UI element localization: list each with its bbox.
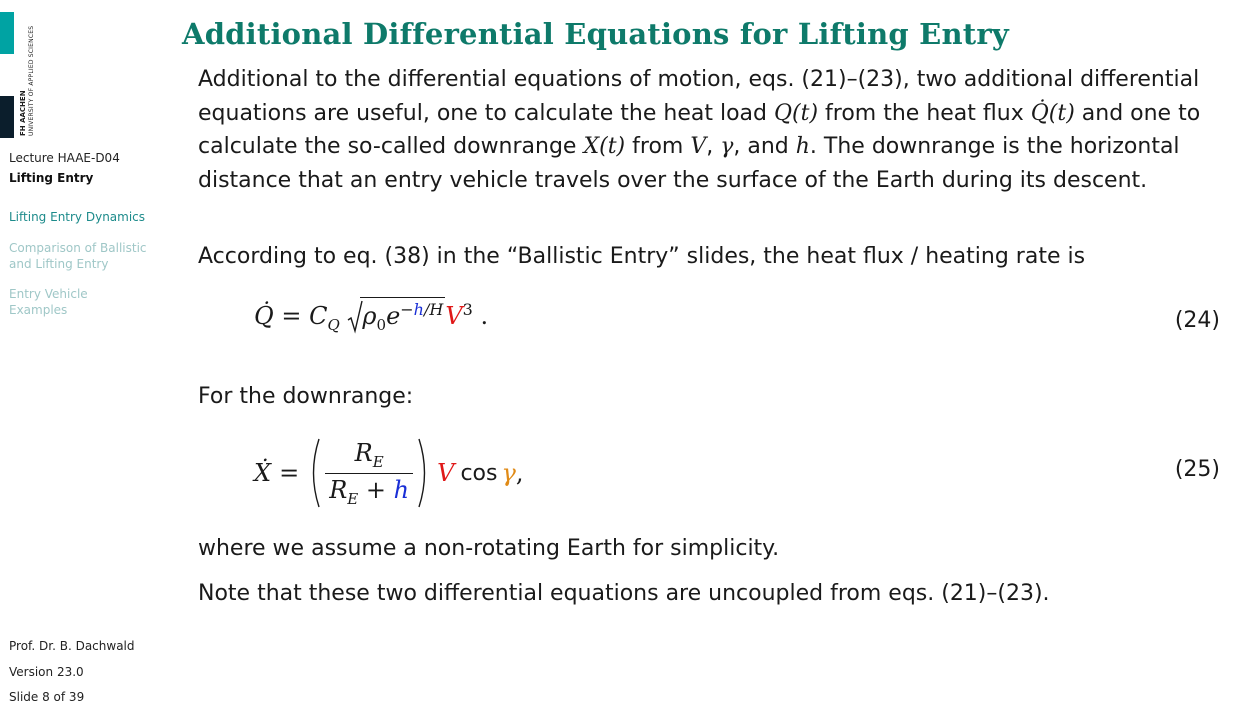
eq-V: V: [445, 302, 463, 330]
text: Additional to the differential equations of motion, eqs. (21)–(23), two additional differential equations are useful, one to calculate the heat load: [198, 67, 1200, 126]
math-Qdot-t: Q̇(t): [1030, 100, 1075, 126]
eq-num-R: R: [354, 438, 373, 467]
equation-number-24: (24): [1174, 308, 1220, 333]
eq-coef: C: [309, 302, 328, 330]
eq-lhs: Ẋ: [254, 459, 272, 487]
eq-lhs: Q̇: [254, 302, 274, 330]
nav-item-entry-vehicle-examples[interactable]: [9, 286, 88, 318]
eq-coef-sub: Q: [327, 315, 340, 334]
assumption-paragraph: where we assume a non-rotating Earth for simplicity.: [198, 536, 780, 561]
eq-plus: +: [365, 475, 386, 504]
eq-exp-minus: −: [400, 300, 414, 319]
equation-heat-flux: [254, 300, 488, 334]
math-Qt: Q(t): [774, 100, 819, 126]
equation-number-25: (25): [1174, 457, 1220, 482]
note-paragraph: Note that these two differential equations are uncoupled from eqs. (21)–(23).: [198, 581, 1050, 606]
fraction-denominator: [325, 473, 413, 508]
eq-V: V: [437, 459, 455, 487]
nav-item-label: Lifting Entry Dynamics: [9, 210, 146, 224]
eq-equals: =: [281, 302, 302, 330]
text: from: [625, 134, 691, 159]
lecture-code: Lecture HAAE-D04: [9, 151, 120, 165]
university-logo: [18, 12, 40, 138]
eq-gamma: γ: [501, 459, 516, 487]
logo-name: FH AACHEN: [19, 90, 27, 136]
author: Prof. Dr. B. Dachwald: [9, 639, 135, 653]
slide-counter[interactable]: Slide 8 of 39: [9, 690, 85, 704]
downrange-paragraph: For the downrange:: [198, 384, 414, 409]
eq-equals: =: [279, 459, 300, 487]
equation-downrange: [254, 437, 523, 509]
logo-subtitle: UNIVERSITY OF APPLIED SCIENCES: [28, 25, 35, 136]
eq-tail: .: [480, 302, 489, 330]
eq-exp-h: h: [413, 300, 424, 319]
text: and one to calculate the so-called downrange: [198, 100, 1201, 159]
eq-den-sub: E: [347, 489, 359, 508]
fraction-numerator: [349, 439, 390, 473]
text: ,: [706, 134, 721, 159]
eq-rho-sub: 0: [376, 315, 387, 334]
lecture-title: Lifting Entry: [9, 171, 94, 185]
math-gamma: γ: [720, 134, 734, 159]
eq-den-R: R: [329, 475, 348, 504]
nav-item-label: Comparison of Ballistic: [9, 241, 147, 255]
math-Xt: X(t): [583, 134, 626, 159]
right-paren: [417, 437, 431, 509]
eq-den-h: h: [393, 475, 410, 504]
left-paren: [307, 437, 321, 509]
intro-paragraph: [198, 63, 1228, 197]
sidebar: [0, 0, 170, 709]
nav-item-label-2: Examples: [9, 303, 68, 317]
fraction: [325, 439, 413, 508]
sqrt-radicand: [360, 297, 445, 334]
eq-e: e: [386, 302, 401, 330]
logo-bar-teal: [0, 12, 14, 54]
text: , and: [733, 134, 796, 159]
nav-item-label: Entry Vehicle: [9, 287, 88, 301]
nav-item-comparison[interactable]: [9, 240, 147, 272]
text: . The downrange is the horizontal distance that an entry vehicle travels over the surface of the Earth during its descent.: [198, 134, 1180, 193]
eq-rho: ρ: [362, 302, 377, 330]
eq-pow: 3: [462, 300, 473, 319]
eq-num-sub: E: [372, 452, 384, 471]
eq-cos: cos: [460, 460, 498, 486]
eq-exp-rest: /H: [423, 300, 444, 319]
math-h: h: [795, 134, 810, 159]
logo-bar-dark: [0, 96, 14, 138]
heat-flux-paragraph: According to eq. (38) in the “Ballistic Entry” slides, the heat flux / heating rate is: [198, 244, 1086, 269]
version: Version 23.0: [9, 665, 84, 679]
eq-tail: ,: [515, 459, 524, 487]
slide-title: Additional Differential Equations for Lifting Entry: [182, 17, 1009, 51]
text: from the heat flux: [818, 100, 1031, 126]
nav-item-lifting-entry-dynamics[interactable]: [9, 209, 145, 225]
math-V: V: [690, 134, 707, 159]
nav-item-label-2: and Lifting Entry: [9, 257, 109, 271]
